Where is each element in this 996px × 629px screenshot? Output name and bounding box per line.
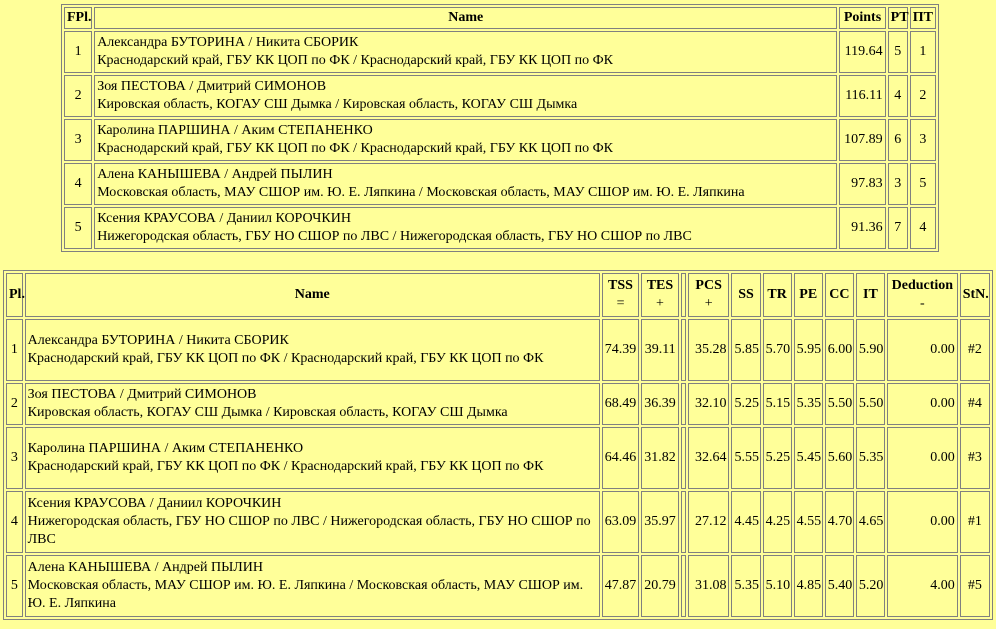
tr-cell: 5.10 xyxy=(763,555,792,617)
table-row xyxy=(64,163,936,205)
name-cell xyxy=(25,427,600,489)
header-tes: TES + xyxy=(641,273,678,317)
name-cell xyxy=(25,383,600,425)
ptt-cell: 3 xyxy=(910,119,936,161)
tss-cell: 47.87 xyxy=(602,555,639,617)
tss-cell: 64.46 xyxy=(602,427,639,489)
ss-cell: 5.55 xyxy=(731,427,760,489)
name-cell xyxy=(94,75,837,117)
ptt-cell: 5 xyxy=(910,163,936,205)
place-cell: 1 xyxy=(64,31,92,73)
it-cell: 5.50 xyxy=(856,383,885,425)
pcs-cell: 32.10 xyxy=(688,383,730,425)
points-cell: 107.89 xyxy=(839,119,885,161)
pt-cell: 4 xyxy=(888,75,908,117)
tes-cell: 35.97 xyxy=(641,491,678,553)
place-cell: 3 xyxy=(64,119,92,161)
cc-cell: 4.70 xyxy=(825,491,854,553)
tss-cell: 74.39 xyxy=(602,319,639,381)
name-cell xyxy=(94,207,837,249)
ss-cell: 5.35 xyxy=(731,555,760,617)
tr-cell: 4.25 xyxy=(763,491,792,553)
place-cell: 2 xyxy=(6,383,23,425)
pt-cell: 6 xyxy=(888,119,908,161)
pcs-cell: 31.08 xyxy=(688,555,730,617)
pt-cell: 7 xyxy=(888,207,908,249)
pe-cell: 5.45 xyxy=(794,427,823,489)
place-cell: 2 xyxy=(64,75,92,117)
table-row xyxy=(64,75,936,117)
pe-cell: 5.95 xyxy=(794,319,823,381)
ptt-cell: 1 xyxy=(910,31,936,73)
header-pcs: PCS + xyxy=(688,273,730,317)
tss-cell: 68.49 xyxy=(602,383,639,425)
pe-cell: 5.35 xyxy=(794,383,823,425)
skater-names: Ксения КРАУСОВА / Даниил КОРОЧКИН xyxy=(27,496,282,511)
header-deduction: Deduction - xyxy=(887,273,958,317)
club-name: Московская область, МАУ СШОР им. Ю. Е. Ляпкина / Московская область, МАУ СШОР им. Ю. Е. Ляпкина xyxy=(97,185,745,200)
header-spacer xyxy=(681,273,686,317)
table-row xyxy=(6,491,990,553)
skater-names: Каролина ПАРШИНА / Аким СТЕПАНЕНКО xyxy=(27,441,304,456)
ss-cell: 5.25 xyxy=(731,383,760,425)
deduction-cell: 0.00 xyxy=(887,383,958,425)
ss-cell: 5.85 xyxy=(731,319,760,381)
cc-cell: 5.50 xyxy=(825,383,854,425)
name-cell xyxy=(25,491,600,553)
pt-cell: 5 xyxy=(888,31,908,73)
ss-cell: 4.45 xyxy=(731,491,760,553)
pcs-cell: 27.12 xyxy=(688,491,730,553)
tr-cell: 5.15 xyxy=(763,383,792,425)
ptt-cell: 2 xyxy=(910,75,936,117)
pe-cell: 4.85 xyxy=(794,555,823,617)
pe-cell: 4.55 xyxy=(794,491,823,553)
club-name: Краснодарский край, ГБУ КК ЦОП по ФК / Краснодарский край, ГБУ КК ЦОП по ФК xyxy=(97,53,614,68)
spacer-cell xyxy=(681,319,686,381)
start-number-cell: #5 xyxy=(960,555,990,617)
table-row xyxy=(64,31,936,73)
points-cell: 116.11 xyxy=(839,75,885,117)
table-row xyxy=(6,383,990,425)
table-row xyxy=(64,207,936,249)
ptt-cell: 4 xyxy=(910,207,936,249)
tes-cell: 36.39 xyxy=(641,383,678,425)
it-cell: 5.90 xyxy=(856,319,885,381)
tes-cell: 31.82 xyxy=(641,427,678,489)
final-results-table xyxy=(61,4,939,252)
header-pe: PE xyxy=(794,273,823,317)
deduction-cell: 0.00 xyxy=(887,491,958,553)
table-row xyxy=(64,119,936,161)
skater-names: Зоя ПЕСТОВА / Дмитрий СИМОНОВ xyxy=(97,79,327,94)
start-number-cell: #4 xyxy=(960,383,990,425)
club-name: Нижегородская область, ГБУ НО СШОР по ЛВС / Нижегородская область, ГБУ НО СШОР по ЛВС xyxy=(97,229,692,244)
it-cell: 5.20 xyxy=(856,555,885,617)
place-cell: 4 xyxy=(64,163,92,205)
place-cell: 5 xyxy=(64,207,92,249)
header-pt: PT xyxy=(888,7,908,29)
segment-header-row xyxy=(6,273,990,317)
club-name: Нижегородская область, ГБУ НО СШОР по ЛВС / Нижегородская область, ГБУ НО СШОР по ЛВС xyxy=(27,514,591,547)
deduction-cell: 0.00 xyxy=(887,319,958,381)
spacer-cell xyxy=(681,383,686,425)
header-cc: CC xyxy=(825,273,854,317)
spacer-cell xyxy=(681,491,686,553)
tr-cell: 5.70 xyxy=(763,319,792,381)
points-cell: 97.83 xyxy=(839,163,885,205)
pt-cell: 3 xyxy=(888,163,908,205)
place-cell: 5 xyxy=(6,555,23,617)
skater-names: Алена КАНЫШЕВА / Андрей ПЫЛИН xyxy=(97,167,333,182)
spacer-cell xyxy=(681,427,686,489)
points-cell: 119.64 xyxy=(839,31,885,73)
header-points: Points xyxy=(839,7,885,29)
place-cell: 4 xyxy=(6,491,23,553)
table-row xyxy=(6,427,990,489)
spacer-cell xyxy=(681,555,686,617)
header-tss: TSS = xyxy=(602,273,639,317)
skater-names: Алена КАНЫШЕВА / Андрей ПЫЛИН xyxy=(27,560,264,575)
start-number-cell: #1 xyxy=(960,491,990,553)
club-name: Московская область, МАУ СШОР им. Ю. Е. Ляпкина / Московская область, МАУ СШОР им. Ю. Е. Ляпкина xyxy=(27,578,584,611)
name-cell xyxy=(25,555,600,617)
pcs-cell: 35.28 xyxy=(688,319,730,381)
header-name: Name xyxy=(94,7,837,29)
tss-cell: 63.09 xyxy=(602,491,639,553)
start-number-cell: #2 xyxy=(960,319,990,381)
skater-names: Александра БУТОРИНА / Никита СБОРИК xyxy=(97,35,359,50)
club-name: Кировская область, КОГАУ СШ Дымка / Кировская область, КОГАУ СШ Дымка xyxy=(27,405,508,420)
it-cell: 5.35 xyxy=(856,427,885,489)
pcs-cell: 32.64 xyxy=(688,427,730,489)
table-row xyxy=(6,555,990,617)
final-header-row xyxy=(64,7,936,29)
header-pl: Pl. xyxy=(6,273,23,317)
it-cell: 4.65 xyxy=(856,491,885,553)
name-cell xyxy=(94,163,837,205)
club-name: Краснодарский край, ГБУ КК ЦОП по ФК / Краснодарский край, ГБУ КК ЦОП по ФК xyxy=(27,351,544,366)
club-name: Краснодарский край, ГБУ КК ЦОП по ФК / Краснодарский край, ГБУ КК ЦОП по ФК xyxy=(97,141,614,156)
header-fpl: FPl. xyxy=(64,7,92,29)
name-cell xyxy=(25,319,600,381)
header-it: IT xyxy=(856,273,885,317)
skater-names: Александра БУТОРИНА / Никита СБОРИК xyxy=(27,333,289,348)
points-cell: 91.36 xyxy=(839,207,885,249)
tes-cell: 39.11 xyxy=(641,319,678,381)
segment-results-table xyxy=(3,270,993,620)
table-row xyxy=(6,319,990,381)
header-stn: StN. xyxy=(960,273,990,317)
header-name: Name xyxy=(25,273,600,317)
cc-cell: 5.60 xyxy=(825,427,854,489)
cc-cell: 5.40 xyxy=(825,555,854,617)
header-tr: TR xyxy=(763,273,792,317)
header-ss: SS xyxy=(731,273,760,317)
skater-names: Каролина ПАРШИНА / Аким СТЕПАНЕНКО xyxy=(97,123,373,138)
club-name: Краснодарский край, ГБУ КК ЦОП по ФК / Краснодарский край, ГБУ КК ЦОП по ФК xyxy=(27,459,544,474)
place-cell: 1 xyxy=(6,319,23,381)
header-ptt: ПТ xyxy=(910,7,936,29)
deduction-cell: 4.00 xyxy=(887,555,958,617)
skater-names: Ксения КРАУСОВА / Даниил КОРОЧКИН xyxy=(97,211,351,226)
place-cell: 3 xyxy=(6,427,23,489)
club-name: Кировская область, КОГАУ СШ Дымка / Кировская область, КОГАУ СШ Дымка xyxy=(97,97,578,112)
tr-cell: 5.25 xyxy=(763,427,792,489)
name-cell xyxy=(94,119,837,161)
start-number-cell: #3 xyxy=(960,427,990,489)
cc-cell: 6.00 xyxy=(825,319,854,381)
tes-cell: 20.79 xyxy=(641,555,678,617)
deduction-cell: 0.00 xyxy=(887,427,958,489)
name-cell xyxy=(94,31,837,73)
skater-names: Зоя ПЕСТОВА / Дмитрий СИМОНОВ xyxy=(27,387,257,402)
